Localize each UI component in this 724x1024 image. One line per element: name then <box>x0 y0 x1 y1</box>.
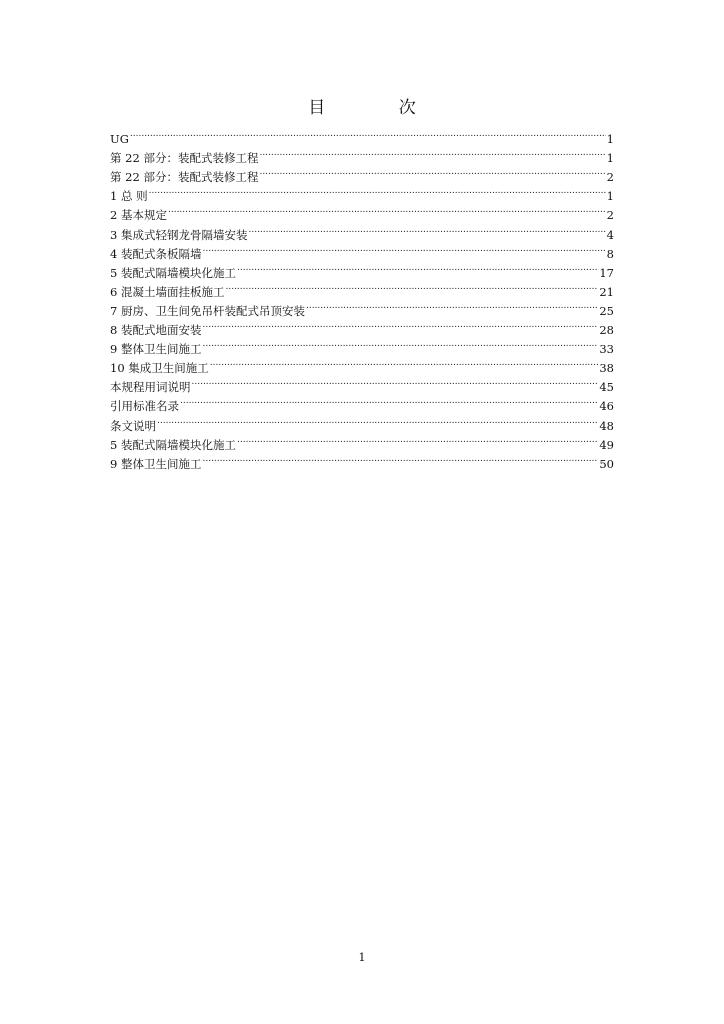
toc-entry-label: UG <box>110 132 129 147</box>
toc-dot-leader <box>157 410 598 429</box>
toc-entry-label: 5 装配式隔墙模块化施工 <box>110 265 236 280</box>
toc-entry-page-number: 8 <box>606 246 614 261</box>
toc-entry-label: 4 装配式条板隔墙 <box>110 246 202 261</box>
toc-entry-label: 6 混凝土墙面挂板施工 <box>110 284 225 299</box>
toc-dot-leader <box>149 181 606 200</box>
toc-dot-leader <box>180 391 598 410</box>
toc-entry-label: 1 总 则 <box>110 189 148 204</box>
toc-entry-page-number: 46 <box>599 399 614 414</box>
toc-entry-page-number: 49 <box>599 437 614 452</box>
toc-dot-leader <box>248 219 605 238</box>
toc-dot-leader <box>202 449 598 468</box>
toc-dot-leader <box>259 162 605 181</box>
toc-entry[interactable] <box>110 200 614 223</box>
toc-entry-page-number: 48 <box>599 418 614 433</box>
toc-entry-label: 7 厨房、卫生间免吊杆装配式吊顶安装 <box>110 303 305 318</box>
toc-entry-label: 本规程用词说明 <box>110 380 191 395</box>
toc-dot-leader <box>192 372 599 391</box>
toc-entry-page-number: 25 <box>599 303 614 318</box>
toc-entry-label: 条文说明 <box>110 418 156 433</box>
toc-entry-page-number: 38 <box>599 361 614 376</box>
toc-entry-page-number: 28 <box>599 323 614 338</box>
toc-dot-leader <box>202 334 598 353</box>
toc-entry[interactable] <box>110 124 614 147</box>
toc-entry-page-number: 1 <box>606 189 614 204</box>
toc-entry-page-number: 33 <box>599 342 614 357</box>
toc-dot-leader <box>225 277 598 296</box>
toc-entry-label: 第 22 部分：装配式装修工程 <box>110 170 259 185</box>
toc-entry-label: 10 集成卫生间施工 <box>110 361 209 376</box>
toc-entry-page-number: 2 <box>606 208 614 223</box>
toc-entry[interactable] <box>110 391 614 414</box>
toc-entry-label: 9 整体卫生间施工 <box>110 456 202 471</box>
toc-dot-leader <box>237 430 598 449</box>
toc-dot-leader <box>202 239 605 258</box>
toc-entry-page-number: 17 <box>599 265 614 280</box>
toc-dot-leader <box>202 315 598 334</box>
toc-dot-leader <box>306 296 598 315</box>
toc-entry[interactable] <box>110 430 614 452</box>
toc-entry-label: 引用标准名录 <box>110 399 179 414</box>
toc-list <box>110 124 614 471</box>
toc-entry-page-number: 1 <box>606 151 614 166</box>
toc-entry[interactable] <box>110 181 614 204</box>
toc-entry-label: 第 22 部分：装配式装修工程 <box>110 151 259 166</box>
toc-entry-page-number: 1 <box>606 132 614 147</box>
toc-title: 目 次 <box>308 98 450 118</box>
toc-entry-page-number: 4 <box>606 227 614 242</box>
toc-entry-label: 9 整体卫生间施工 <box>110 342 202 357</box>
toc-entry-page-number: 45 <box>599 380 614 395</box>
toc-entry[interactable] <box>110 143 614 166</box>
toc-entry-page-number: 50 <box>599 456 614 471</box>
toc-entry-label: 2 基本规定 <box>110 208 167 223</box>
toc-entry-page-number: 2 <box>606 170 614 185</box>
toc-entry-page-number: 21 <box>599 284 614 299</box>
toc-entry-label: 5 装配式隔墙模块化施工 <box>110 437 236 452</box>
toc-dot-leader <box>237 258 598 277</box>
toc-dot-leader <box>210 353 599 372</box>
page-number: 1 <box>358 951 366 964</box>
toc-dot-leader <box>259 143 605 162</box>
toc-entry[interactable] <box>110 410 614 433</box>
toc-entry-label: 8 装配式地面安装 <box>110 323 202 338</box>
toc-entry-label: 3 集成式轻钢龙骨隔墙安装 <box>110 227 248 242</box>
toc-entry[interactable] <box>110 219 614 242</box>
toc-dot-leader <box>168 200 606 219</box>
toc-dot-leader <box>130 124 606 143</box>
